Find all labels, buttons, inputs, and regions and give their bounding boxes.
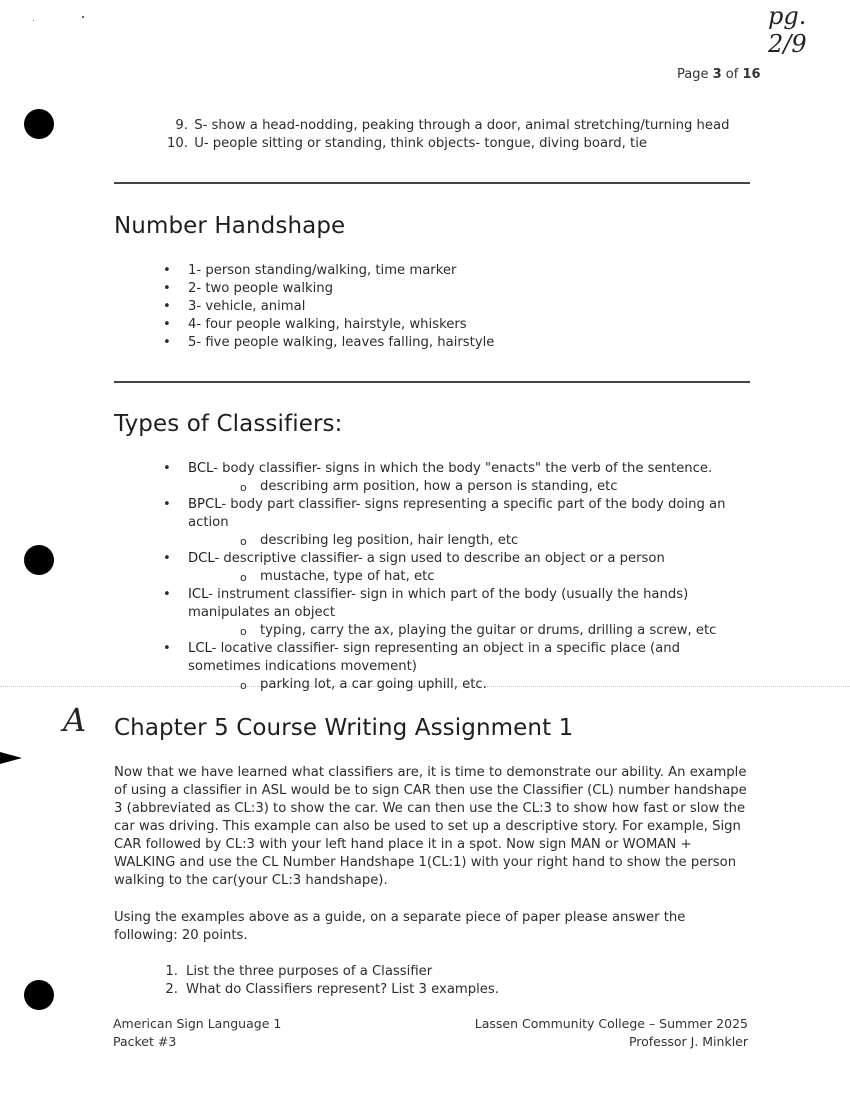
list-item-key: 5 — [188, 335, 197, 350]
punch-hole-middle — [24, 545, 54, 575]
list-item — [160, 496, 750, 532]
list-item — [160, 640, 750, 676]
footer-left — [113, 1015, 281, 1051]
page-number-prefix: Page — [677, 67, 713, 82]
sub-item-text: describing arm position, how a person is standing, etc — [260, 479, 618, 494]
list-item-text: - locative classifier- sign representing an object in a specific place (and sometimes indications movement) — [188, 641, 680, 674]
list-item-key: 2 — [188, 281, 197, 296]
list-item-key: DCL — [188, 551, 215, 566]
page-number-sep: of — [721, 67, 743, 82]
page-number-total: 16 — [742, 67, 761, 82]
footer-professor: Professor J. Minkler — [628, 1034, 748, 1049]
bullet-icon: • — [163, 641, 171, 656]
sub-item-text: mustache, type of hat, etc — [260, 569, 435, 584]
list-item-text: - people sitting or standing, think objects- tongue, diving board, tie — [203, 136, 647, 151]
circle-bullet-icon: o — [240, 625, 247, 638]
list-item — [160, 334, 760, 352]
bullet-icon: • — [163, 317, 171, 332]
scan-speck — [33, 20, 34, 21]
footer-packet: Packet #3 — [113, 1034, 177, 1049]
list-item — [160, 586, 750, 622]
list-item-key: 4 — [188, 317, 197, 332]
classifier-types-list — [160, 460, 750, 694]
question-text: What do Classifiers represent? List 3 examples. — [186, 982, 499, 997]
assignment-questions — [160, 963, 499, 999]
sub-item-text: typing, carry the ax, playing the guitar or drums, drilling a screw, etc — [260, 623, 717, 638]
footer-right — [475, 1015, 748, 1051]
list-item — [160, 550, 750, 568]
list-item-key: U — [194, 136, 204, 151]
question-item — [160, 981, 499, 999]
sub-item — [160, 568, 750, 586]
list-item — [160, 262, 760, 280]
list-item — [160, 280, 760, 298]
sub-item — [160, 622, 750, 640]
list-item-key: ICL — [188, 587, 209, 602]
handwritten-letter-mark: A — [63, 701, 87, 739]
bullet-icon: • — [163, 281, 171, 296]
list-item-key: S — [194, 118, 203, 133]
list-item — [160, 135, 729, 153]
section-heading-writing-assignment: Chapter 5 Course Writing Assignment 1 — [114, 715, 574, 741]
handwritten-page-note: pg. 2/9 — [768, 2, 807, 58]
circle-bullet-icon: o — [240, 535, 247, 548]
list-item-key: 3 — [188, 299, 197, 314]
footer-college: Lassen Community College – Summer 2025 — [474, 1016, 748, 1031]
circle-bullet-icon: o — [240, 679, 247, 692]
number-handshape-list — [160, 262, 760, 352]
list-item-text: - show a head-nodding, peaking through a door, animal stretching/turning head — [202, 118, 730, 133]
list-item-key: LCL — [188, 641, 212, 656]
section-divider — [114, 381, 750, 383]
punch-hole-top — [24, 109, 54, 139]
bullet-icon: • — [163, 587, 171, 602]
list-item-text: - four people walking, hairstyle, whiskers — [196, 317, 467, 332]
list-item-number: 10. — [167, 136, 188, 151]
list-item-text: - five people walking, leaves falling, hairstyle — [196, 335, 495, 350]
scan-speck — [82, 16, 84, 18]
list-item — [160, 298, 760, 316]
list-item-text: - instrument classifier- sign in which part of the body (usually the hands) manipulates an object — [188, 587, 689, 620]
bullet-icon: • — [163, 497, 171, 512]
sub-item-text: parking lot, a car going uphill, etc. — [260, 677, 487, 692]
margin-arrow-mark — [0, 752, 22, 764]
sub-item-text: describing leg position, hair length, etc — [260, 533, 519, 548]
bullet-icon: • — [163, 551, 171, 566]
question-item — [160, 963, 499, 981]
bullet-icon: • — [163, 461, 171, 476]
list-item-text: - person standing/walking, time marker — [196, 263, 457, 278]
bullet-icon: • — [163, 299, 171, 314]
page-number — [677, 67, 761, 82]
sub-item — [160, 676, 750, 694]
punch-hole-bottom — [24, 980, 54, 1010]
question-number: 2. — [165, 982, 178, 997]
sub-item — [160, 532, 750, 550]
list-item-key: BPCL — [188, 497, 222, 512]
list-item — [160, 117, 729, 135]
list-item-text: - vehicle, animal — [196, 299, 306, 314]
assignment-paragraph: Now that we have learned what classifiers are, it is time to demonstrate our ability. An example of using a classifier in ASL would be to sign CAR then use the Classifier (CL) number handshape 3 (abbreviated as CL:3) to show the car. We can then use the CL:3 to show how fast or slow the car was driving. This example can also be used to set up a descriptive story. For example, Sign CAR followed by CL:3 with your left hand place it in a spot. Now sign MAN or WOMAN + WALKING and use the CL Number Handshape 1(CL:1) with your right hand to show the person walking to the car(your CL:3 handshape). — [114, 765, 747, 888]
letter-handshape-list-continued — [160, 117, 729, 153]
list-item-text: - body part classifier- signs representing a specific part of the body doing an action — [188, 497, 726, 530]
list-item-text: - body classifier- signs in which the body "enacts" the verb of the sentence. — [213, 461, 713, 476]
section-divider — [114, 182, 750, 184]
list-item — [160, 316, 760, 334]
question-text: List the three purposes of a Classifier — [186, 964, 433, 979]
list-item-text: - two people walking — [196, 281, 334, 296]
list-item-number: 9. — [175, 118, 188, 133]
page-number-current: 3 — [712, 67, 722, 82]
section-heading-number-handshape: Number Handshape — [114, 213, 346, 239]
bullet-icon: • — [163, 263, 171, 278]
bullet-icon: • — [163, 335, 171, 350]
list-item-key: 1 — [188, 263, 197, 278]
list-item — [160, 460, 750, 478]
question-number: 1. — [165, 964, 178, 979]
list-item-key: BCL — [188, 461, 214, 476]
section-heading-types-of-classifiers: Types of Classifiers: — [114, 411, 343, 437]
assignment-instructions: Using the examples above as a guide, on a separate piece of paper please answer the following: 20 points. — [114, 910, 686, 943]
circle-bullet-icon: o — [240, 571, 247, 584]
circle-bullet-icon: o — [240, 481, 247, 494]
footer-course: American Sign Language 1 — [113, 1016, 282, 1031]
list-item-text: - descriptive classifier- a sign used to describe an object or a person — [214, 551, 665, 566]
sub-item — [160, 478, 750, 496]
